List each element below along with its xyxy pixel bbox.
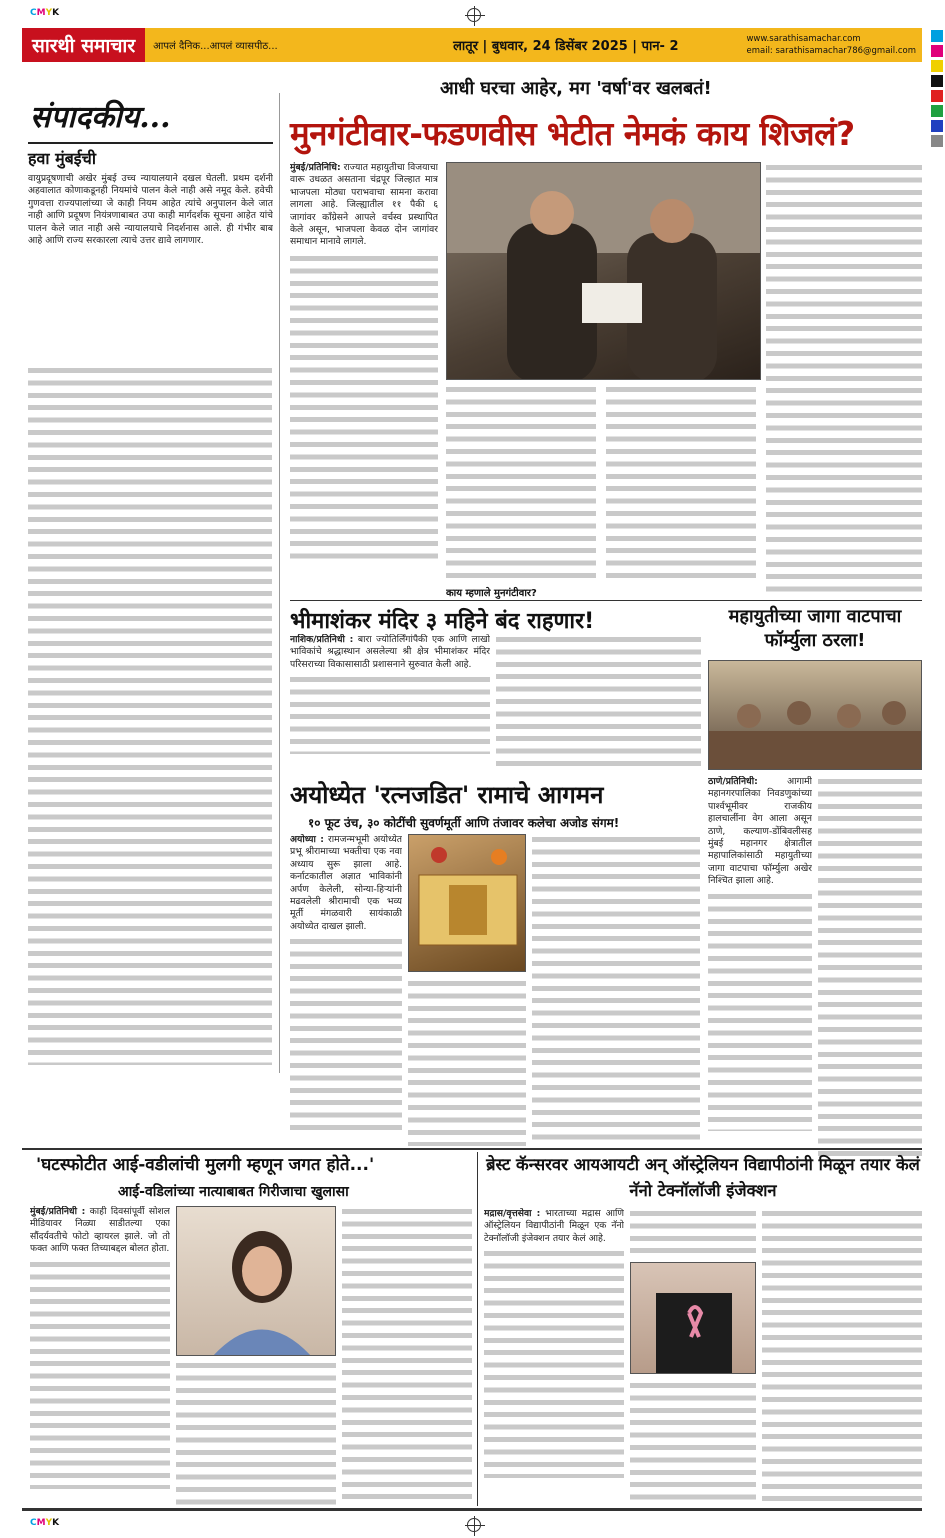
idol-photo-icon (409, 835, 526, 972)
ayodhya-body-col1: अयोध्या : रामजन्मभूमी अयोध्येत प्रभू श्रीरामाच्या भक्तीचा एक नवा अध्याय सुरू झाला आहे. कर्नाटकातील अज्ञात भाविकांनी अर्पण केलेली, सोन्या-हिऱ्यांनी मढवलेली श्रीरामाची एक भव्य मूर्ती मंगळवारी सायंकाळी अयोध्येत दाखल झाली. (290, 834, 402, 1144)
awareness-ribbon-icon (631, 1263, 756, 1374)
editorial-heading: संपादकीय... (30, 100, 171, 135)
mahayuti-headline-box (708, 605, 922, 657)
lower-section-divider (22, 1148, 922, 1150)
ayodhya-subheadline: १० फूट उंच, ३० कोटींची सुवर्णमूर्ती आणि तंजावर कलेचा अजोड संगम! (308, 816, 620, 830)
lead-body-col3 (606, 384, 756, 584)
website-link[interactable]: www.sarathisamachar.com (746, 34, 861, 44)
section-divider (290, 600, 922, 601)
lead-body-col2 (446, 384, 596, 584)
editorial-body: वायुप्रदूषणाची अखेर मुंबई उच्च न्यायालयाने दखल घेतली. प्रथम दर्शनी अहवालात कोणाकडूनही नियमांचे पालन केले नाही असे नमूद केले. हवेची गुणवत्ता राज्यपालांच्या जे काही नियम आहेत त्यांचे अनुपालन केले जात नाही आणि प्रदूषण नियंत्रणाबाबत उपा काही मार्गदर्शक सूचना आहेत यांचे पालन केले जात नाही असे न्यायालयाचे निदर्शनास आले. ही गंभीर बाब आहे आणि राज्य सरकारला त्याचे उत्तर द्यावे लागणार. (28, 173, 273, 247)
bhimashankar-headline: भीमाशंकर मंदिर ३ महिने बंद राहणार! (290, 609, 595, 634)
mahayuti-body-col2 (818, 776, 922, 1156)
leaders-meeting-photo-icon (447, 163, 761, 380)
editorial-body-continuation (28, 365, 272, 1065)
contact-info (746, 33, 922, 57)
girija-body-col2 (176, 1360, 336, 1506)
ayodhya-body-col2 (408, 978, 526, 1146)
iit-body-col4 (762, 1208, 922, 1506)
bhimashankar-body-col2 (496, 634, 701, 769)
dateline: लातूर | बुधवार, 24 डिसेंबर 2025 | पान- 2 (453, 39, 679, 54)
girija-photo (176, 1206, 336, 1356)
meeting-room-photo-icon (709, 661, 922, 770)
bhimashankar-body-col1: नाशिक/प्रतिनिधी : बारा ज्योतिर्लिंगांपैकी एक आणि लाखो भाविकांचे श्रद्धास्थान असलेल्या श्री क्षेत्र भीमाशंकर मंदिर परिसराच्या विकासासाठी प्रशासनाने सुरुवात केली आहे. (290, 634, 490, 769)
iit-body-col2 (630, 1208, 756, 1258)
newspaper-logo: सारथी समाचार (22, 28, 145, 62)
girija-body-col3 (342, 1206, 472, 1506)
girija-headline: 'घटस्फोटीत आई-वडीलांची मुलगी म्हणून जगत होते...' (36, 1155, 375, 1175)
ayodhya-photo (408, 834, 526, 972)
registration-mark-top (467, 8, 481, 22)
mahayuti-headline: महायुतीच्या जागा वाटपाचा फॉर्म्युला ठरला! (728, 606, 902, 651)
registration-mark-bottom (467, 1518, 481, 1532)
iit-photo (630, 1262, 756, 1374)
iit-body-col1: मद्रास/वृत्तसेवा : भारताच्या मद्रास आणि ऑस्ट्रेलियन विद्यापीठांनी मिळून एक नॅनो टेक्नॉलॉजी इंजेक्शन तयार केलं आहे. (484, 1208, 624, 1506)
lead-kicker: आधी घरचा आहेर, मग 'वर्षा'वर खलबतं! (440, 78, 712, 99)
page-bottom-rule (22, 1508, 922, 1511)
lead-pullquote: काय म्हणाले मुनगंटीवार? (446, 588, 537, 599)
editorial-title: हवा मुंबईची (28, 142, 273, 169)
editorial-column (22, 93, 280, 1073)
girija-subheadline: आई-वडिलांच्या नात्याबाबत गिरीजाचा खुलासा (118, 1184, 349, 1200)
iit-headline: ब्रेस्ट कॅन्सरवर आयआयटी अन् ऑस्ट्रेलियन विद्यापीठांनी मिळून तयार केलं नॅनो टेक्नॉलॉजी इंजेक्शन (486, 1155, 920, 1200)
lead-photo (446, 162, 761, 380)
ayodhya-body-col3 (532, 834, 700, 1146)
cmyk-label-bottom: CMYK (30, 1518, 60, 1528)
tagline: आपलं दैनिक...आपलं व्यासपीठ... (153, 41, 278, 52)
masthead (22, 28, 922, 62)
lead-body-col1: मुंबई/प्रतिनिधि: राज्यात महायुतीचा विजयाचा वारू उधळत असताना चंद्रपूर जिल्हात मात्र भाजपला मोठ्या पराभवाचा सामना करावा लागला आहे. जिल्ह्यातील ११ पैकी ६ जागांवर काँग्रेसने आपले वर्चस्व प्रस्थापित केले असून, भाजपला केवळ दोन जागांवर समाधान मानावे लागले. (290, 162, 438, 592)
email-link[interactable]: email: sarathisamachar786@gmail.com (746, 46, 916, 56)
vertical-divider (477, 1152, 478, 1506)
lead-body-col4 (766, 162, 922, 592)
ayodhya-headline: अयोध्येत 'रत्नजडित' रामाचे आगमन (290, 781, 604, 809)
mahayuti-body-col1: ठाणे/प्रतिनिधी: आगामी महानगरपालिका निवडणुकांच्या पार्श्वभूमीवर राजकीय हालचालींना वेग आला असून ठाणे, कल्याण-डोंबिवलीसह मुंबई महानगर क्षेत्रातील महापालिकांसाठी महायुतीच्या जागा वाटपाचा फॉर्म्युला अखेर निश्चित झाला आहे. (708, 776, 812, 1156)
actress-portrait-icon (177, 1207, 336, 1356)
cmyk-label-top: CMYK (30, 8, 60, 18)
mahayuti-photo (708, 660, 922, 770)
lead-headline: मुनगंटीवार-फडणवीस भेटीत नेमकं काय शिजलं? (290, 114, 855, 153)
girija-body-col1: मुंबई/प्रतिनिधी : काही दिवसांपूर्वी सोशल मीडियावर निळ्या साडीतल्या एका सौंदर्यवतीचे फोटो व्हायरल झाले. जो तो फक्त आणि फक्त तिच्याबद्दल बोलत होता. (30, 1206, 170, 1506)
color-bar (931, 30, 943, 147)
iit-body-col3 (630, 1380, 756, 1506)
